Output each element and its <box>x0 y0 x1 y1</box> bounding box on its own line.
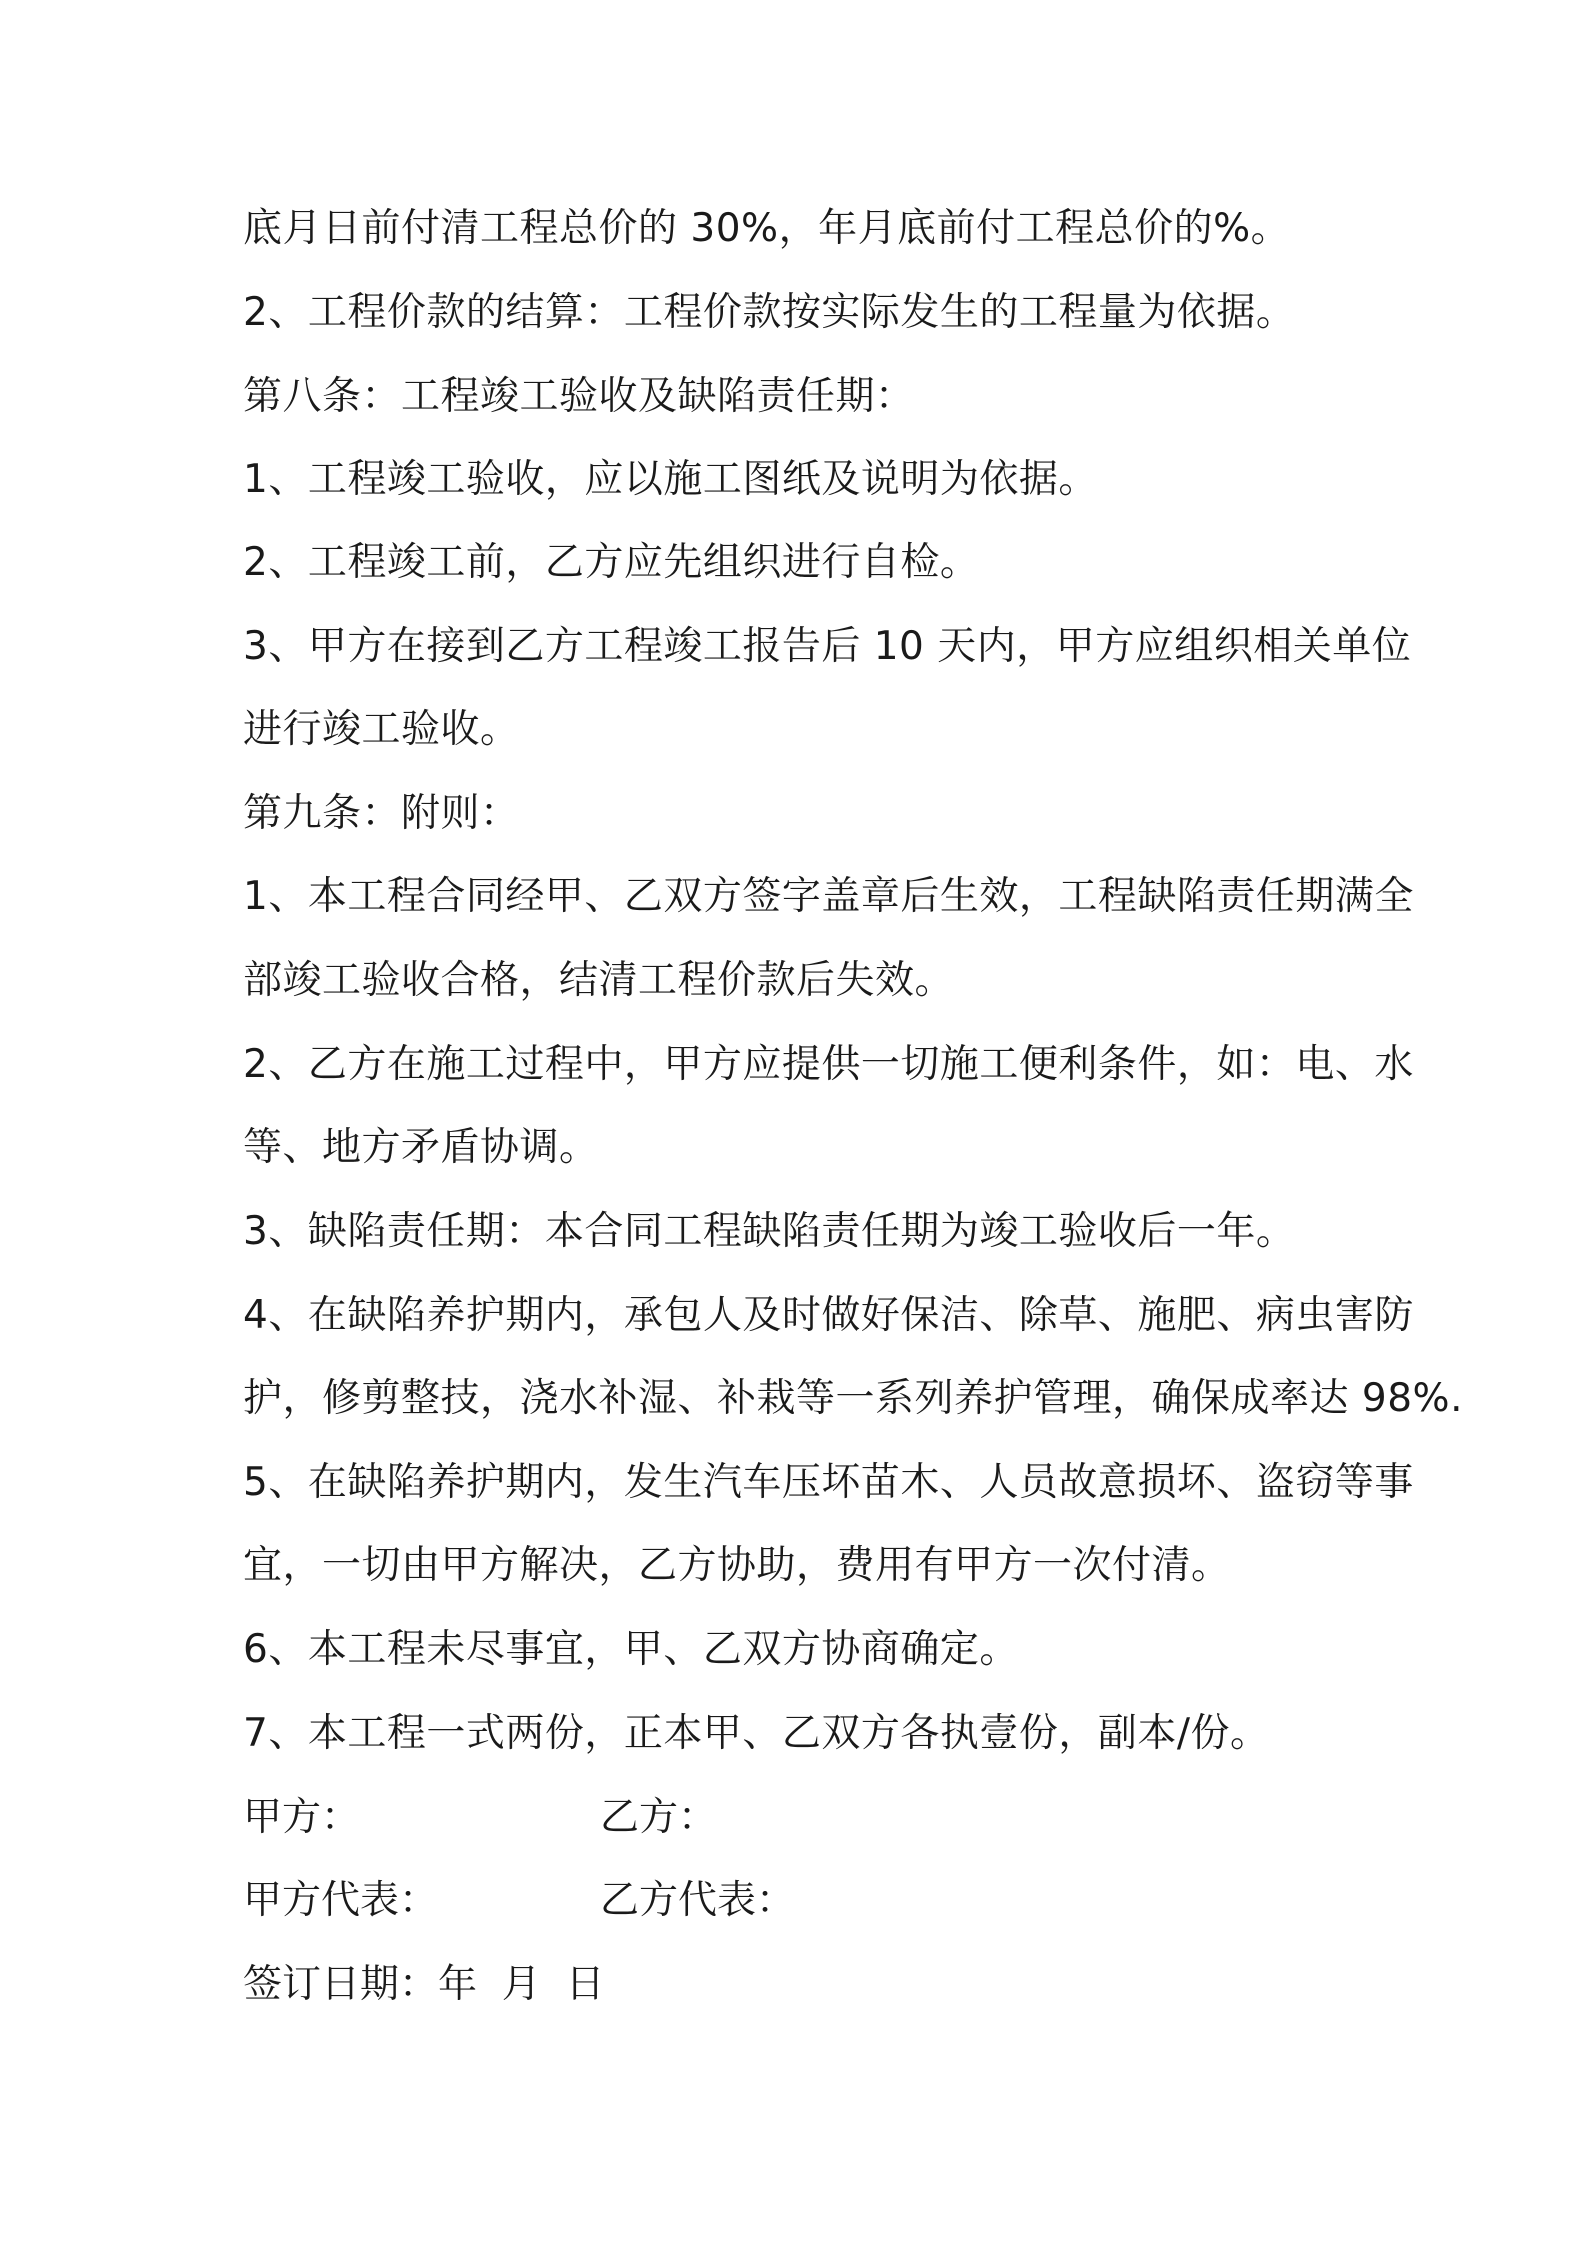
sign-date-label: 签订日期：年 月 日 <box>243 1962 605 2007</box>
text-line: 宜，一切由甲方解决，乙方协助，费用有甲方一次付清。 <box>243 1543 1231 1588</box>
text-line: 4、在缺陷养护期内，承包人及时做好保洁、除草、施肥、病虫害防 <box>243 1293 1414 1338</box>
text-line: 等、地方矛盾协调。 <box>243 1125 599 1170</box>
party-b-label: 乙方： <box>600 1795 718 1840</box>
text-line: 7、本工程一式两份，正本甲、乙双方各执壹份，副本/份。 <box>243 1711 1270 1756</box>
text-line: 3、甲方在接到乙方工程竣工报告后 10 天内，甲方应组织相关单位 <box>243 624 1412 669</box>
text-line: 5、在缺陷养护期内，发生汽车压坏苗木、人员故意损坏、盗窃等事 <box>243 1460 1414 1505</box>
section-heading-9: 第九条：附则： <box>243 791 520 836</box>
text-line: 护，修剪整技，浇水补湿、补栽等一系列养护管理，确保成率达 98%. <box>243 1376 1463 1421</box>
text-line: 2、工程竣工前，乙方应先组织进行自检。 <box>243 540 980 585</box>
text-line: 进行竣工验收。 <box>243 707 520 752</box>
section-heading-8: 第八条：工程竣工验收及缺陷责任期： <box>243 374 915 419</box>
text-line: 部竣工验收合格，结清工程价款后失效。 <box>243 958 955 1003</box>
text-line: 2、乙方在施工过程中，甲方应提供一切施工便利条件，如：电、水 <box>243 1042 1414 1087</box>
text-line: 1、本工程合同经甲、乙双方签字盖章后生效，工程缺陷责任期满全 <box>243 874 1414 919</box>
text-line: 3、缺陷责任期：本合同工程缺陷责任期为竣工验收后一年。 <box>243 1209 1296 1254</box>
text-line: 底月日前付清工程总价的 30%，年月底前付工程总价的%。 <box>243 206 1291 251</box>
party-b-rep-label: 乙方代表： <box>600 1878 796 1923</box>
party-a-label: 甲方： <box>243 1795 361 1840</box>
text-line: 6、本工程未尽事宜，甲、乙双方协商确定。 <box>243 1627 1019 1672</box>
text-line: 2、工程价款的结算：工程价款按实际发生的工程量为依据。 <box>243 290 1296 335</box>
text-line: 1、工程竣工验收，应以施工图纸及说明为依据。 <box>243 457 1098 502</box>
party-a-rep-label: 甲方代表： <box>243 1878 439 1923</box>
